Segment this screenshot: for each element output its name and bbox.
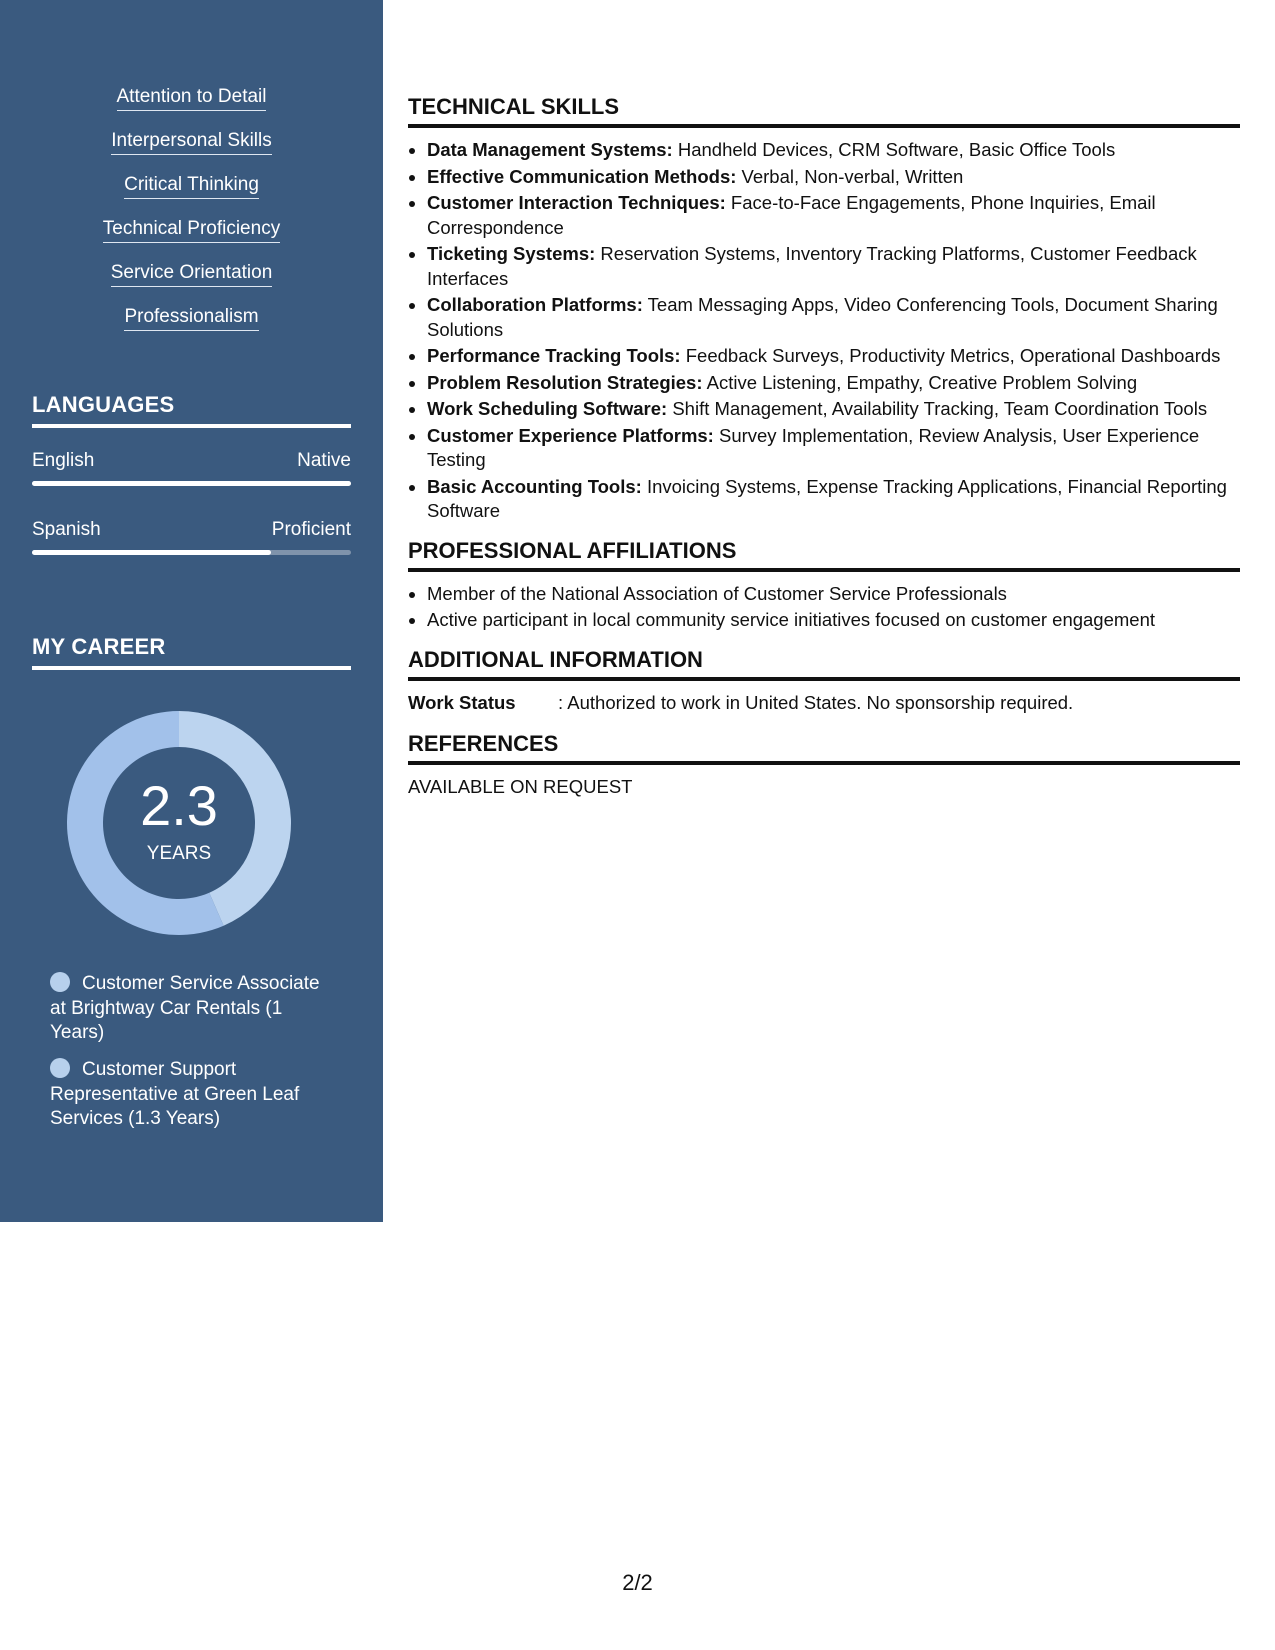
- skill-label: Basic Accounting Tools:: [427, 475, 642, 497]
- skill-item: Technical Proficiency: [103, 218, 280, 243]
- language-bar-english: [32, 481, 351, 486]
- skill-label: Customer Experience Platforms:: [427, 424, 714, 446]
- technical-skills-heading: TECHNICAL SKILLS: [408, 94, 1240, 128]
- work-status-value: : Authorized to work in United States. No sponsorship required.: [558, 691, 1074, 713]
- skill-item: Service Orientation: [111, 262, 273, 287]
- list-item: [427, 397, 1240, 422]
- career-item: [50, 1058, 330, 1132]
- career-donut-chart: [66, 710, 292, 936]
- affiliations-list: [408, 582, 1240, 633]
- skill-item: Attention to Detail: [117, 86, 267, 111]
- skill-text: Reservation Systems, Inventory Tracking Platforms, Customer Feedback Interfaces: [427, 243, 1197, 289]
- bullet-dot-icon: [50, 1058, 70, 1078]
- skill-item: Interpersonal Skills: [111, 130, 272, 155]
- skill-text: Survey Implementation, Review Analysis, User Experience Testing: [427, 424, 1200, 470]
- skill-text: Face-to-Face Engagements, Phone Inquiries, Email Correspondence: [427, 192, 1156, 238]
- language-bar-fill: [32, 481, 351, 486]
- additional-info-heading: ADDITIONAL INFORMATION: [408, 647, 1240, 681]
- skill-text: Feedback Surveys, Productivity Metrics, Operational Dashboards: [680, 345, 1221, 366]
- career-heading: MY CAREER: [32, 634, 351, 670]
- skill-text: Verbal, Non-verbal, Written: [736, 165, 964, 187]
- list-item: [427, 191, 1240, 240]
- main-content: [408, 94, 1240, 799]
- sidebar: [0, 0, 383, 1222]
- list-item: [427, 344, 1240, 369]
- language-level: Proficient: [271, 519, 351, 540]
- list-item: [427, 424, 1240, 473]
- bullet-dot-icon: [50, 972, 70, 992]
- affiliations-heading: PROFESSIONAL AFFILIATIONS: [408, 538, 1240, 572]
- skill-text: Active Listening, Empathy, Creative Problem Solving: [702, 371, 1138, 393]
- skill-item: Critical Thinking: [124, 174, 259, 199]
- skill-text: Invoicing Systems, Expense Tracking Applications, Financial Reporting Software: [427, 475, 1227, 521]
- list-item: [427, 165, 1240, 190]
- work-status-row: [408, 691, 1240, 715]
- career-total-value: 2.3: [140, 774, 218, 837]
- skill-text: Shift Management, Availability Tracking, Team Coordination Tools: [667, 398, 1208, 419]
- list-item: [427, 138, 1240, 163]
- references-heading: REFERENCES: [408, 731, 1240, 765]
- career-item-text: Customer Support Representative at Green Leaf Services (1.3 Years): [50, 1059, 300, 1129]
- skill-label: Data Management Systems:: [427, 139, 673, 160]
- list-item: [427, 371, 1240, 396]
- language-bar-fill: [32, 550, 271, 555]
- career-total-unit: YEARS: [146, 843, 212, 864]
- list-item: • Active participant in local community service initiatives focused on customer engagement: [427, 608, 1240, 633]
- list-item: • Member of the National Association of Customer Service Professionals: [427, 582, 1240, 607]
- list-item: [427, 242, 1240, 291]
- list-item: [427, 475, 1240, 524]
- languages-heading: LANGUAGES: [32, 392, 351, 428]
- technical-skills-list: [408, 138, 1240, 524]
- language-name: Spanish: [32, 519, 101, 540]
- skill-label: Performance Tracking Tools:: [427, 345, 681, 366]
- career-item: [50, 972, 330, 1046]
- skill-label: Customer Interaction Techniques:: [427, 192, 726, 213]
- language-bar-spanish: [32, 550, 351, 555]
- skill-text: Team Messaging Apps, Video Conferencing Tools, Document Sharing Solutions: [427, 294, 1218, 340]
- language-level: Native: [297, 450, 351, 471]
- skill-label: Collaboration Platforms:: [427, 294, 643, 315]
- page-number: 2/2: [622, 1570, 653, 1595]
- skill-label: Work Scheduling Software:: [427, 398, 668, 419]
- skill-label: Problem Resolution Strategies:: [427, 371, 703, 393]
- skill-text: Handheld Devices, CRM Software, Basic Office Tools: [672, 139, 1116, 160]
- career-item-text: Customer Service Associate at Brightway Car Rentals (1 Years): [50, 973, 320, 1043]
- references-text: AVAILABLE ON REQUEST: [408, 775, 633, 797]
- language-name: English: [32, 450, 95, 471]
- skills-list: [0, 86, 383, 350]
- skill-label: Ticketing Systems:: [427, 243, 596, 264]
- work-status-label: Work Status: [408, 691, 516, 713]
- list-item: [427, 293, 1240, 342]
- skill-item: Professionalism: [124, 306, 258, 331]
- skill-label: Effective Communication Methods:: [427, 165, 737, 187]
